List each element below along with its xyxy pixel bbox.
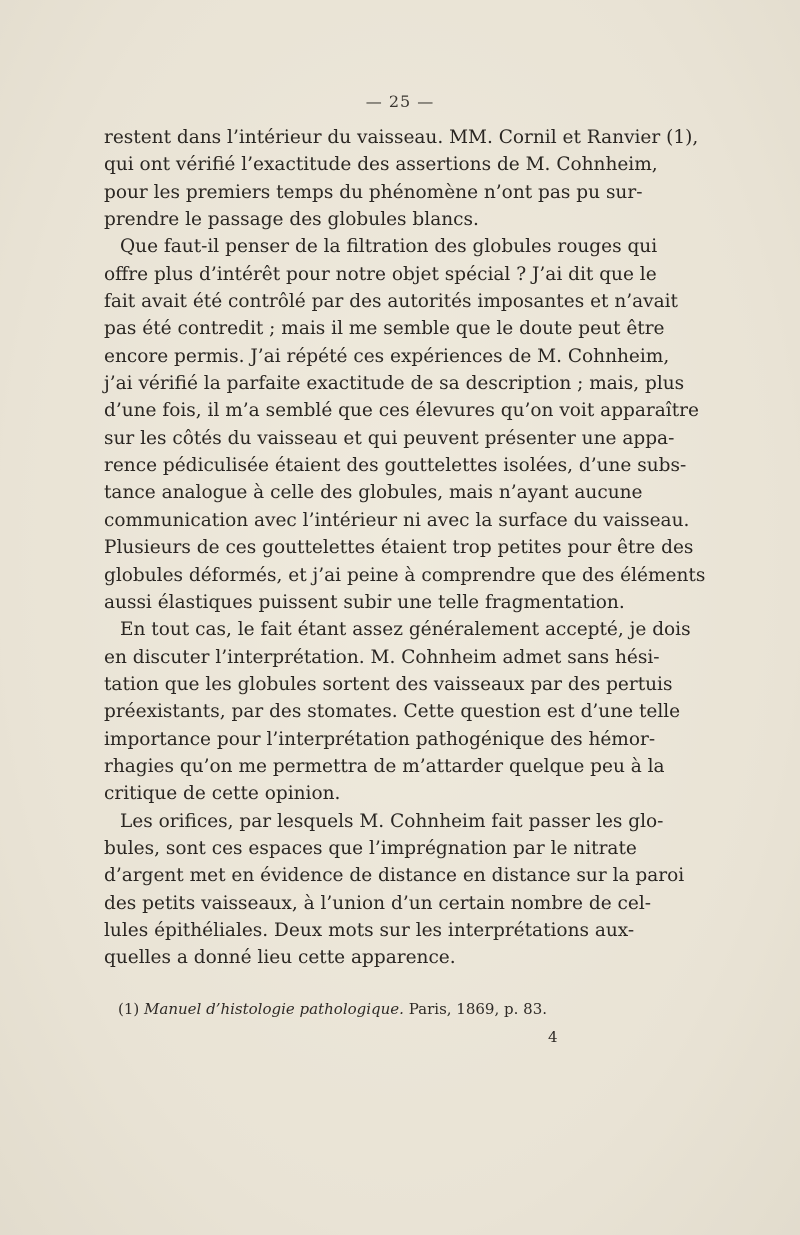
text-line: tation que les globules sortent des vaisseaux par des pertuis [104, 673, 673, 695]
page-number: — 25 — [365, 92, 435, 111]
text-line: fait avait été contrôlé par des autorités imposantes et n’avait [104, 291, 678, 313]
text-line: d’une fois, il m’a semblé que ces élevures qu’on voit apparaître [104, 400, 699, 422]
text-line: Plusieurs de ces gouttelettes étaient trop petites pour être des [104, 537, 694, 559]
text-line: pas été contredit ; mais il me semble que le doute peut être [104, 318, 665, 340]
footnote-marker: (1) [118, 1000, 140, 1018]
text-line: lules épithéliales. Deux mots sur les interprétations aux- [104, 919, 635, 941]
text-line: restent dans l’intérieur du vaisseau. MM. Cornil et Ranvier (1), [104, 127, 699, 148]
text-line: Les orifices, par lesquels M. Cohnheim fait passer les glo- [120, 810, 664, 832]
body-text [104, 124, 706, 972]
text-line: préexistants, par des stomates. Cette question est d’une telle [104, 701, 681, 723]
text-line: tance analogue à celle des globules, mais n’ayant aucune [104, 482, 643, 504]
text-line: rhagies qu’on me permettra de m’attarder quelque peu à la [104, 755, 665, 777]
text-line: j’ai vérifié la parfaite exactitude de sa description ; mais, plus [104, 373, 685, 395]
text-line: d’argent met en évidence de distance en distance sur la paroi [104, 865, 685, 887]
text-line: aussi élastiques puissent subir une telle fragmentation. [104, 591, 625, 613]
text-line: encore permis. J’ai répété ces expériences de M. Cohnheim, [104, 345, 670, 367]
text-line: globules déformés, et j’ai peine à comprendre que des éléments [104, 564, 706, 586]
text-line: critique de cette opinion. [104, 783, 341, 805]
text-line: prendre le passage des globules blancs. [104, 209, 479, 231]
text-line: Que faut-il penser de la filtration des globules rouges qui [120, 236, 658, 258]
text-line: en discuter l’interprétation. M. Cohnheim admet sans hési- [104, 646, 660, 668]
text-line: qui ont vérifié l’exactitude des assertions de M. Cohnheim, [104, 154, 658, 176]
footnote [118, 1000, 547, 1018]
text-line: communication avec l’intérieur ni avec la surface du vaisseau. [104, 509, 690, 531]
text-line: quelles a donné lieu cette apparence. [104, 947, 456, 969]
text-line: pour les premiers temps du phénomène n’ont pas pu sur- [104, 181, 643, 203]
text-line: sur les côtés du vaisseau et qui peuvent présenter une appa- [104, 427, 675, 449]
text-line: bules, sont ces espaces que l’imprégnation par le nitrate [104, 837, 637, 859]
text-line: des petits vaisseaux, à l’union d’un certain nombre de cel- [104, 892, 651, 914]
footnote-citation: Paris, 1869, p. 83. [408, 1000, 548, 1018]
text-line: En tout cas, le fait étant assez généralement accepté, je dois [120, 619, 691, 641]
text-line: rence pédiculisée étaient des gouttelettes isolées, d’une subs- [104, 455, 687, 477]
text-line: offre plus d’intérêt pour notre objet spécial ? J’ai dit que le [104, 263, 657, 285]
footnote-title: Manuel d’histologie pathologique. [144, 1000, 404, 1018]
text-line: importance pour l’interprétation pathogénique des hémor- [104, 728, 656, 750]
signature-mark: 4 [548, 1028, 558, 1046]
